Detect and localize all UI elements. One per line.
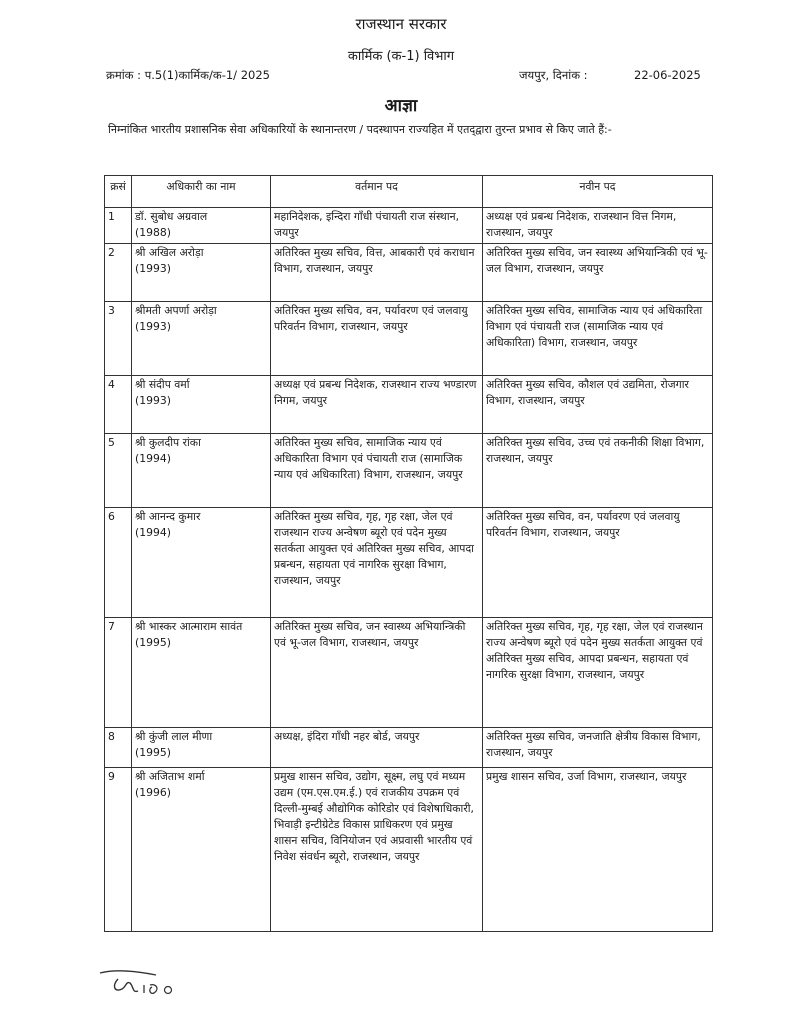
officer-name: श्री आनन्द कुमार xyxy=(135,510,201,523)
table-row xyxy=(105,618,713,728)
intro-text: निम्नांकित भारतीय प्रशासनिक सेवा अधिकारियों के स्थानान्तरण / पदस्थापन राज्यहित में एतद्‌द्वारा तुरन्त प्रभाव से किए जाते हैं:- xyxy=(108,123,612,136)
officer-name: श्री संदीप वर्मा xyxy=(135,378,190,391)
cell-current-post: अध्यक्ष एवं प्रबन्ध निदेशक, राजस्थान राज्य भण्डारण निगम, जयपुर xyxy=(271,376,483,434)
reference-value: प.5(1)कार्मिक/क-1/ 2025 xyxy=(144,68,270,82)
cell-sno: 2 xyxy=(105,244,132,302)
officer-batch: (1993) xyxy=(135,320,171,333)
officer-batch: (1993) xyxy=(135,394,171,407)
cell-officer xyxy=(132,508,271,618)
cell-current-post: अतिरिक्त मुख्य सचिव, गृह, गृह रक्षा, जेल एवं राजस्थान राज्य अन्वेषण ब्यूरो एवं पदेन मुख्य सतर्कता आयुक्त एवं अतिरिक्त मुख्य सचिव, आपदा प्रबन्धन, सहायता एवं नागरिक सुरक्षा विभाग, राजस्थान, जयपुर xyxy=(271,508,483,618)
department-title: कार्मिक (क-1) विभाग xyxy=(347,49,455,64)
cell-officer xyxy=(132,618,271,728)
cell-current-post: प्रमुख शासन सचिव, उद्योग, सूक्ष्म, लघु एवं मध्यम उद्यम (एम.एस.एम.ई.) एवं राजकीय उपक्रम एवं दिल्ली-मुम्बई औद्योगिक कोरिडोर एवं विशेषाधिकारी, भिवाड़ी इन्टीग्रेटेड विकास प्राधिकरण एवं प्रमुख शासन सचिव, विनियोजन एवं अप्रवासी भारतीय एवं निवेश संवर्धन ब्यूरो, राजस्थान, जयपुर xyxy=(271,768,483,932)
cell-current-post: अतिरिक्त मुख्य सचिव, जन स्वास्थ्य अभियान्त्रिकी एवं भू-जल विभाग, राजस्थान, जयपुर xyxy=(271,618,483,728)
table-row xyxy=(105,302,713,376)
officer-batch: (1995) xyxy=(135,746,171,759)
table-row xyxy=(105,508,713,618)
cell-sno: 3 xyxy=(105,302,132,376)
cell-sno: 4 xyxy=(105,376,132,434)
officer-batch: (1993) xyxy=(135,262,171,275)
officer-name: श्री अजिताभ शर्मा xyxy=(135,770,205,783)
reference-label: क्रमांक : xyxy=(106,68,142,82)
cell-sno: 6 xyxy=(105,508,132,618)
place-date-label: जयपुर, दिनांक : xyxy=(519,68,588,82)
reference-number xyxy=(106,68,270,83)
officer-name: श्री भास्कर आत्माराम सावंत xyxy=(135,620,243,633)
cell-new-post: अतिरिक्त मुख्य सचिव, वन, पर्यावरण एवं जलवायु परिवर्तन विभाग, राजस्थान, जयपुर xyxy=(483,508,713,618)
officer-name: श्रीमती अपर्णा अरोड़ा xyxy=(135,304,217,317)
order-title: आज्ञा xyxy=(384,96,418,116)
header-current-post: वर्तमान पद xyxy=(271,176,483,208)
cell-sno: 5 xyxy=(105,434,132,508)
cell-current-post: अतिरिक्त मुख्य सचिव, वन, पर्यावरण एवं जलवायु परिवर्तन विभाग, राजस्थान, जयपुर xyxy=(271,302,483,376)
officer-name: श्री अखिल अरोड़ा xyxy=(135,246,204,259)
cell-new-post: अतिरिक्त मुख्य सचिव, जन स्वास्थ्य अभियान्त्रिकी एवं भू-जल विभाग, राजस्थान, जयपुर xyxy=(483,244,713,302)
table-row xyxy=(105,376,713,434)
officer-batch: (1996) xyxy=(135,786,171,799)
cell-sno: 7 xyxy=(105,618,132,728)
cell-officer xyxy=(132,376,271,434)
cell-sno: 8 xyxy=(105,728,132,768)
officer-batch: (1988) xyxy=(135,226,171,239)
cell-officer xyxy=(132,302,271,376)
header-new-post: नवीन पद xyxy=(483,176,713,208)
officer-name: डॉ. सुबोध अग्रवाल xyxy=(135,210,208,223)
cell-sno: 9 xyxy=(105,768,132,932)
header-officer-name: अधिकारी का नाम xyxy=(132,176,271,208)
cell-new-post: अतिरिक्त मुख्य सचिव, कौशल एवं उद्यमिता, रोजगार विभाग, राजस्थान, जयपुर xyxy=(483,376,713,434)
order-date: 22-06-2025 xyxy=(634,68,701,82)
officer-name: श्री कुंजी लाल मीणा xyxy=(135,730,213,743)
table-row xyxy=(105,728,713,768)
cell-new-post: अध्यक्ष एवं प्रबन्ध निदेशक, राजस्थान वित्त निगम, राजस्थान, जयपुर xyxy=(483,208,713,244)
cell-current-post: अतिरिक्त मुख्य सचिव, सामाजिक न्याय एवं अधिकारिता विभाग एवं पंचायती राज (सामाजिक न्याय एवं अधिकारिता) विभाग, राजस्थान, जयपुर xyxy=(271,434,483,508)
header-sno: क्रसं xyxy=(105,176,132,208)
cell-sno: 1 xyxy=(105,208,132,244)
table-row xyxy=(105,244,713,302)
table-row xyxy=(105,768,713,932)
cell-officer xyxy=(132,208,271,244)
cell-current-post: अतिरिक्त मुख्य सचिव, वित्त, आबकारी एवं कराधान विभाग, राजस्थान, जयपुर xyxy=(271,244,483,302)
table-row xyxy=(105,434,713,508)
cell-new-post: अतिरिक्त मुख्य सचिव, जनजाति क्षेत्रीय विकास विभाग, राजस्थान, जयपुर xyxy=(483,728,713,768)
cell-officer xyxy=(132,434,271,508)
table-header-row xyxy=(105,176,713,208)
table-row xyxy=(105,208,713,244)
handwritten-signature xyxy=(96,963,186,1003)
officer-name: श्री कुलदीप रांका xyxy=(135,436,201,449)
cell-current-post: महानिदेशक, इन्दिरा गाँधी पंचायती राज संस्थान, जयपुर xyxy=(271,208,483,244)
cell-new-post: प्रमुख शासन सचिव, उर्जा विभाग, राजस्थान, जयपुर xyxy=(483,768,713,932)
officer-batch: (1995) xyxy=(135,636,171,649)
officer-batch: (1994) xyxy=(135,526,171,539)
cell-officer xyxy=(132,768,271,932)
transfer-table xyxy=(104,175,713,932)
cell-new-post: अतिरिक्त मुख्य सचिव, उच्च एवं तकनीकी शिक्षा विभाग, राजस्थान, जयपुर xyxy=(483,434,713,508)
cell-new-post: अतिरिक्त मुख्य सचिव, गृह, गृह रक्षा, जेल एवं राजस्थान राज्य अन्वेषण ब्यूरो एवं पदेन मुख्य सतर्कता आयुक्त एवं अतिरिक्त मुख्य सचिव, आपदा प्रबन्धन, सहायता एवं नागरिक सुरक्षा विभाग, राजस्थान, जयपुर xyxy=(483,618,713,728)
cell-current-post: अध्यक्ष, इंदिरा गाँधी नहर बोर्ड, जयपुर xyxy=(271,728,483,768)
cell-new-post: अतिरिक्त मुख्य सचिव, सामाजिक न्याय एवं अधिकारिता विभाग एवं पंचायती राज (सामाजिक न्याय एवं अधिकारिता) विभाग, राजस्थान, जयपुर xyxy=(483,302,713,376)
government-title: राजस्थान सरकार xyxy=(355,15,447,33)
cell-officer xyxy=(132,244,271,302)
cell-officer xyxy=(132,728,271,768)
officer-batch: (1994) xyxy=(135,452,171,465)
